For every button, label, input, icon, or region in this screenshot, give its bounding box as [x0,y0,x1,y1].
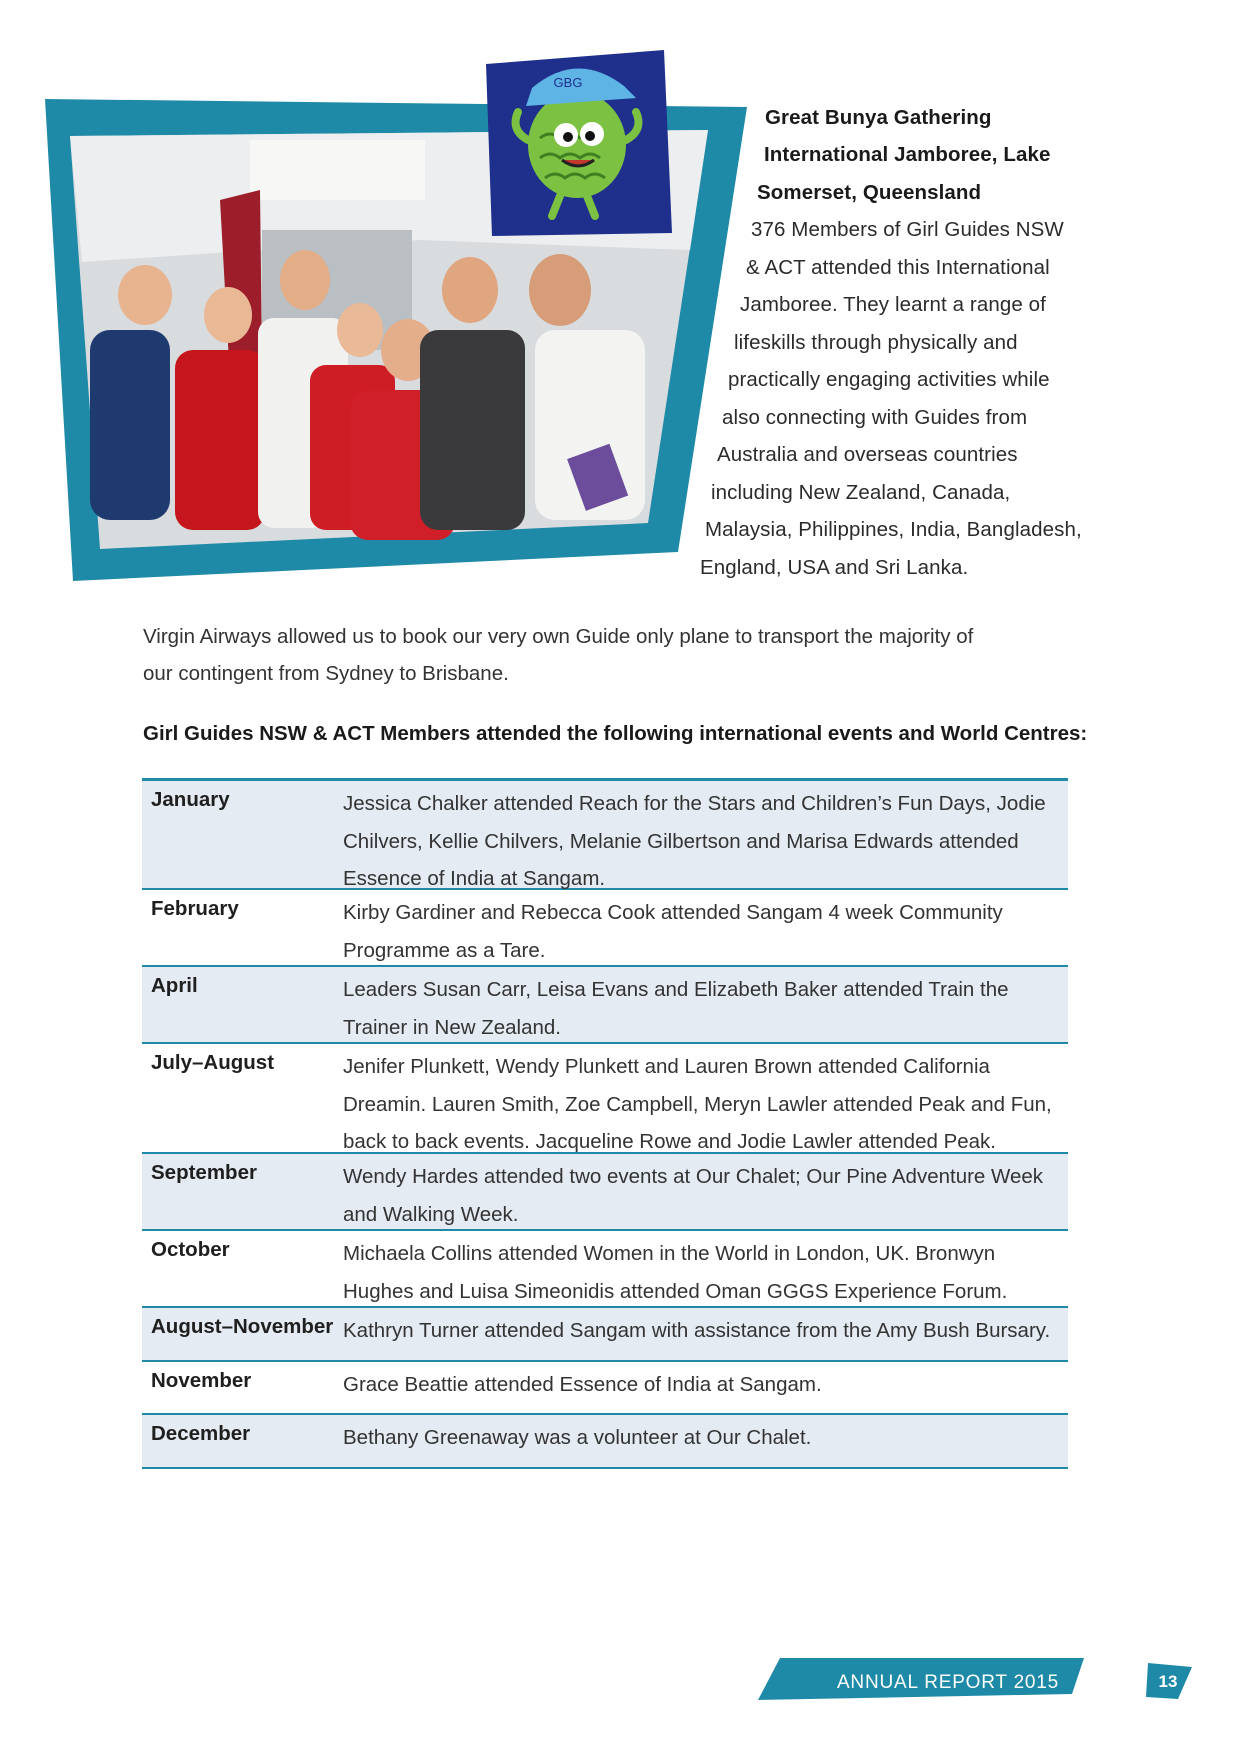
event-description: Michaela Collins attended Women in the World in London, UK. Bronwyn Hughes and Luisa Simeonidis attended Oman GGGS Experience Forum. [343,1242,1008,1303]
feature-caption [0,0,1240,600]
page-number-badge [1146,1663,1192,1704]
event-description: Jenifer Plunkett, Wendy Plunkett and Lauren Brown attended California Dreamin. Lauren Smith, Zoe Campbell, Meryn Lawler attended Peak and Fun, back to back events. Jacqueline Rowe and Jodie Lawler attended Peak. [343,1055,1052,1153]
event-month: September [151,1161,257,1184]
svg-text:GBG: GBG [553,75,583,90]
feature-title-line: Great Bunya Gathering [765,106,992,129]
table-row [142,967,1068,1044]
table-row [142,1044,1068,1154]
feature-body-line: & ACT attended this International [746,256,1050,279]
event-month: December [151,1422,251,1445]
feature-body-line: England, USA and Sri Lanka. [700,556,969,579]
footer-report-label: ANNUAL REPORT 2015 [836,1672,1060,1693]
event-description: Kirby Gardiner and Rebecca Cook attended Sangam 4 week Community Programme as a Tare. [343,901,1003,962]
feature-body-line: Australia and overseas countries [717,443,1018,466]
table-row [142,1415,1068,1469]
table-row [142,1231,1068,1308]
feature-body-line: Jamboree. They learnt a range of [740,293,1046,316]
feature-body-line: practically engaging activities while [728,368,1050,391]
event-month: November [151,1369,252,1392]
event-month: April [151,974,198,997]
intro-paragraph: Virgin Airways allowed us to book our very own Guide only plane to transport the majority of our contingent from Sydney to Brisbane. [143,625,974,685]
feature-body-line: including New Zealand, Canada, [711,481,1011,504]
event-description: Kathryn Turner attended Sangam with assistance from the Amy Bush Bursary. [343,1319,1051,1342]
event-month: February [151,897,239,920]
event-description: Grace Beattie attended Essence of India at Sangam. [343,1373,822,1396]
events-table [142,778,1068,1469]
event-description: Wendy Hardes attended two events at Our Chalet; Our Pine Adventure Week and Walking Week. [343,1165,1044,1226]
table-row [142,1154,1068,1231]
table-row [142,1308,1068,1362]
event-month: August–November [151,1315,334,1338]
event-month: January [151,788,230,811]
table-row [142,778,1068,890]
feature-title-line: Somerset, Queensland [757,181,982,204]
footer-report-band [758,1658,1088,1707]
event-month: July–August [151,1051,275,1074]
event-month: October [151,1238,230,1261]
page-number: 13 [1158,1672,1178,1691]
event-description: Leaders Susan Carr, Leisa Evans and Elizabeth Baker attended Train the Trainer in New Zealand. [343,978,1009,1039]
event-description: Bethany Greenaway was a volunteer at Our Chalet. [343,1426,812,1449]
table-row [142,890,1068,967]
feature-body-line: 376 Members of Girl Guides NSW [751,218,1064,241]
feature-body-line: Malaysia, Philippines, India, Bangladesh, [705,518,1082,541]
feature-body-line: lifeskills through physically and [734,331,1018,354]
table-row [142,1362,1068,1415]
feature-title-line: International Jamboree, Lake [764,143,1051,166]
event-description: Jessica Chalker attended Reach for the Stars and Children’s Fun Days, Jodie Chilvers, Kellie Chilvers, Melanie Gilbertson and Marisa Edwards attended Essence of India at Sangam. [343,792,1046,890]
feature-body-line: also connecting with Guides from [722,406,1028,429]
events-heading: Girl Guides NSW & ACT Members attended the following international events and World Centres: [143,722,1088,745]
